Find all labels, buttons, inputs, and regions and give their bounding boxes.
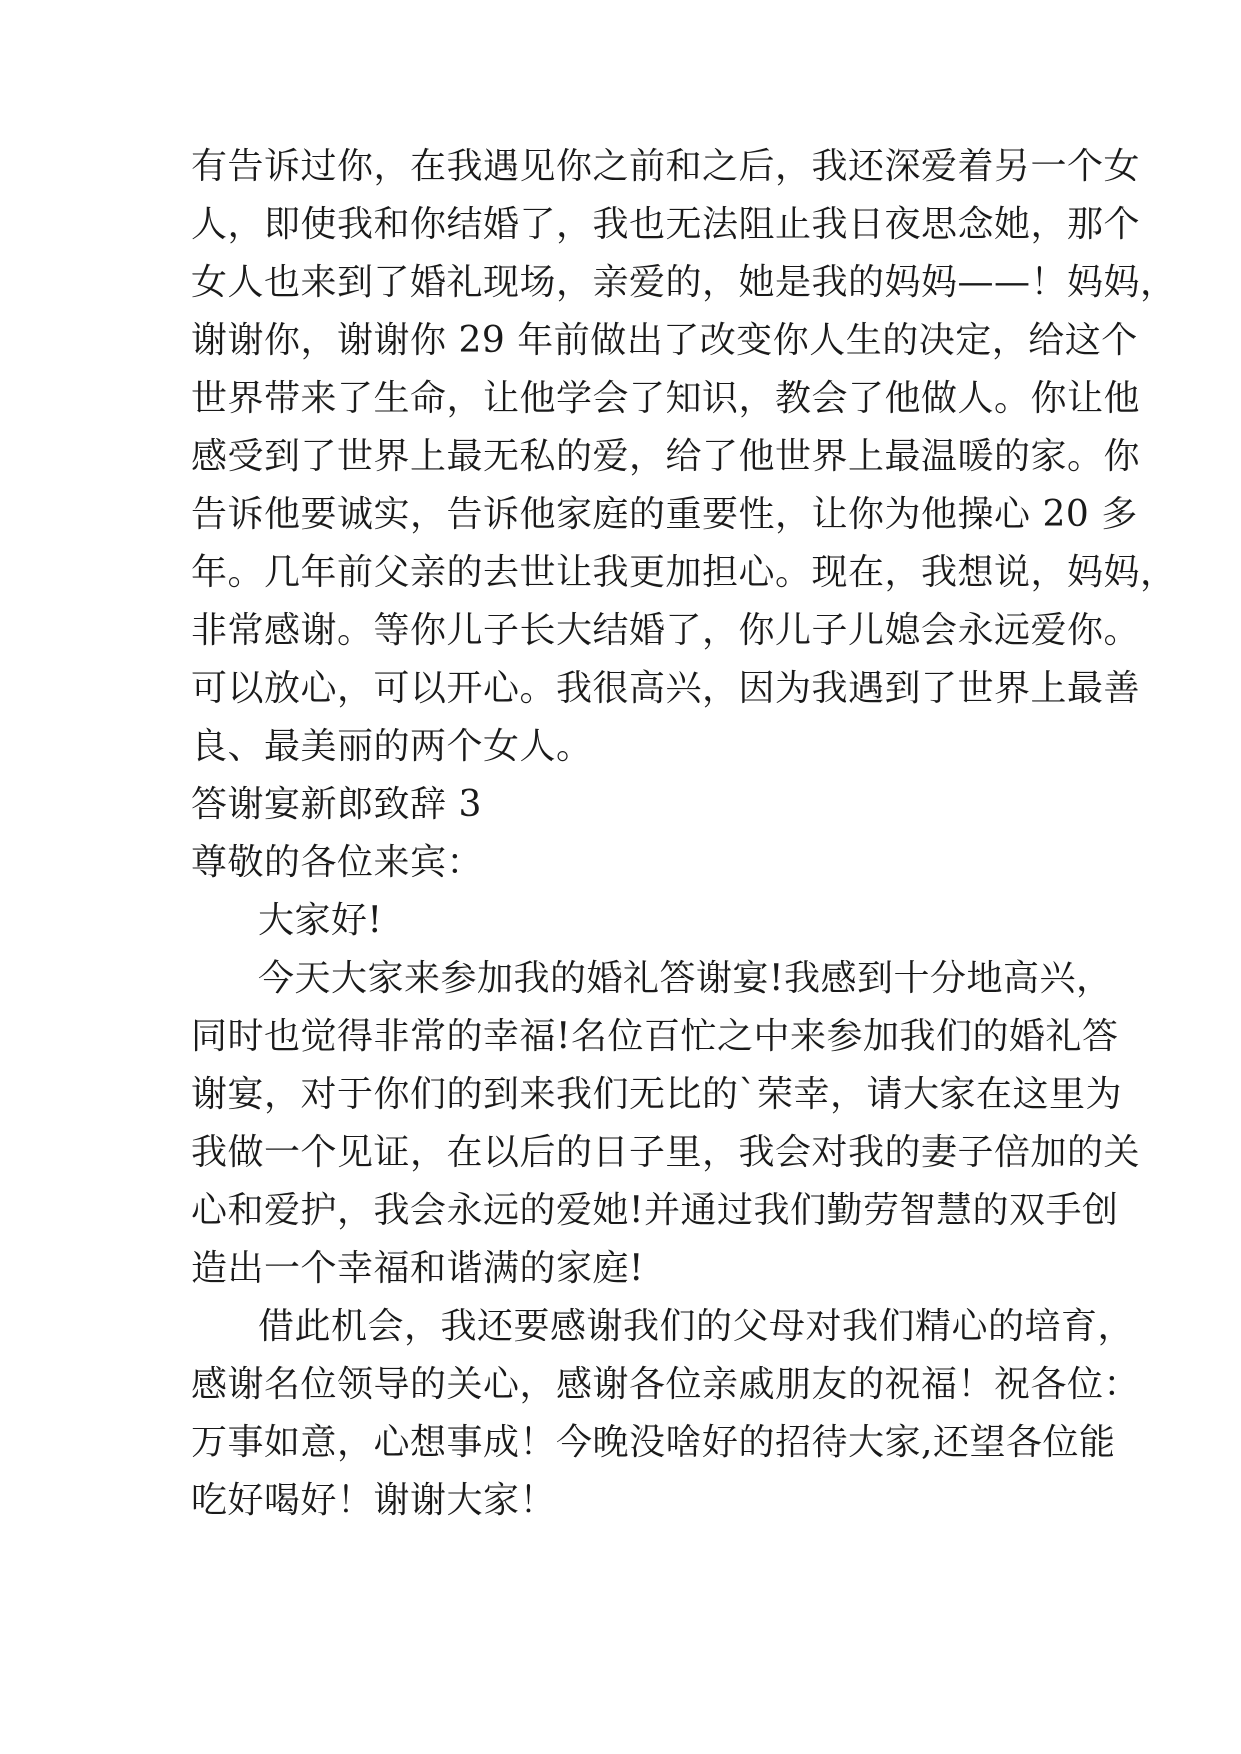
paragraph-line: 吃好喝好！谢谢大家！ bbox=[191, 1480, 557, 1521]
paragraph-line: 有告诉过你，在我遇见你之前和之后，我还深爱着另一个女 bbox=[191, 146, 1141, 187]
paragraph-line: 良、最美丽的两个女人。 bbox=[191, 726, 593, 767]
paragraph-line: 世界带来了生命，让他学会了知识，教会了他做人。你让他 bbox=[191, 378, 1141, 419]
salutation: 尊敬的各位来宾： bbox=[191, 842, 484, 883]
paragraph-line: 同时也觉得非常的幸福!名位百忙之中来参加我们的婚礼答 bbox=[191, 1016, 1119, 1057]
section-heading: 答谢宴新郎致辞 3 bbox=[191, 784, 482, 825]
paragraph-line: 今天大家来参加我的婚礼答谢宴!我感到十分地高兴， bbox=[258, 958, 1113, 999]
paragraph-line: 心和爱护，我会永远的爱她!并通过我们勤劳智慧的双手创 bbox=[191, 1190, 1119, 1231]
paragraph-line: 告诉他要诚实，告诉他家庭的重要性，让你为他操心 20 多 bbox=[191, 494, 1138, 535]
paragraph-line: 谢谢你，谢谢你 29 年前做出了改变你人生的决定，给这个 bbox=[191, 320, 1138, 361]
paragraph-line: 感谢名位领导的关心，感谢各位亲戚朋友的祝福！祝各位： bbox=[191, 1364, 1141, 1405]
paragraph-line: 非常感谢。等你儿子长大结婚了，你儿子儿媳会永远爱你。 bbox=[191, 610, 1141, 651]
paragraph-line: 谢宴，对于你们的到来我们无比的`荣幸，请大家在这里为 bbox=[191, 1074, 1123, 1115]
paragraph-line: 我做一个见证，在以后的日子里，我会对我的妻子倍加的关 bbox=[191, 1132, 1141, 1173]
paragraph-line: 女人也来到了婚礼现场，亲爱的，她是我的妈妈——！妈妈， bbox=[191, 262, 1177, 303]
paragraph-line: 借此机会，我还要感谢我们的父母对我们精心的培育， bbox=[258, 1306, 1135, 1347]
paragraph-line: 年。几年前父亲的去世让我更加担心。现在，我想说，妈妈， bbox=[191, 552, 1177, 593]
greeting: 大家好! bbox=[258, 900, 383, 941]
paragraph-line: 感受到了世界上最无私的爱，给了他世界上最温暖的家。你 bbox=[191, 436, 1141, 477]
paragraph-line: 人，即使我和你结婚了，我也无法阻止我日夜思念她，那个 bbox=[191, 204, 1141, 245]
paragraph-line: 万事如意，心想事成！今晚没啥好的招待大家,还望各位能 bbox=[191, 1422, 1116, 1463]
paragraph-line: 造出一个幸福和谐满的家庭! bbox=[191, 1248, 644, 1289]
paragraph-line: 可以放心，可以开心。我很高兴，因为我遇到了世界上最善 bbox=[191, 668, 1141, 709]
